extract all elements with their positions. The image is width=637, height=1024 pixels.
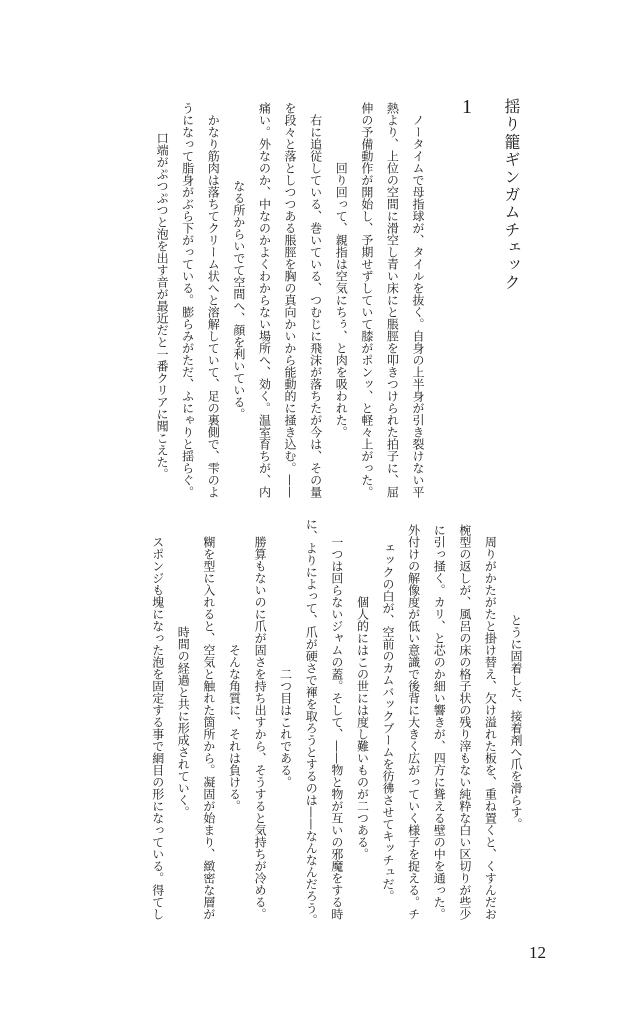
text-line xyxy=(296,100,322,500)
text-line xyxy=(471,512,497,932)
text-line xyxy=(496,512,522,932)
text-line xyxy=(168,100,194,500)
text-line-content: 椀型の返しが、風呂の床の格子状の残り滓もない純粋な白い区切りが些少 xyxy=(457,524,472,920)
text-line xyxy=(266,512,292,932)
text-line-content: 勝算もないのに爪が固さを持ち出すから、そうすると気持ちが冷める。 xyxy=(253,524,268,920)
text-line-content: 個人的にはこの世には度し難いものが二つある。 xyxy=(355,584,370,860)
text-line xyxy=(240,512,266,932)
text-line xyxy=(398,100,424,500)
text-line xyxy=(142,100,168,500)
text-line-content: 糊を型に入れると、空気と触れた箇所から。凝固が始まり、緻密な層が xyxy=(201,524,216,920)
text-line-content: に引っ掻く。カリ、と芯のか細い響きが、四方に聳える壁の中を通った。 xyxy=(432,524,447,920)
text-line xyxy=(445,512,471,932)
text-line-content: うになって脂身がぶら下がっている。膨らみがただ、ふにゃりと揺らぐ。 xyxy=(180,102,195,498)
text-line-content: 伸の予備動作が開始し、予期せずしていて膝がポンッ、と軽々上がった。 xyxy=(359,102,374,498)
text-line xyxy=(270,100,296,500)
text-line xyxy=(215,512,241,932)
text-line-content: 右に追従している、巻いている、つむじに飛沫が落ちたが今は、その量 xyxy=(308,102,323,498)
text-line xyxy=(420,512,446,932)
chapter-number: 1 xyxy=(462,96,472,118)
text-line xyxy=(322,100,348,500)
text-line xyxy=(194,100,220,500)
text-line-content: そんな角質に、それは負ける。 xyxy=(227,632,242,812)
text-line-content: 熱より、上位の空間に滑空し青い床にと脹脛を叩きつけられた拍子に、屈 xyxy=(385,102,400,498)
text-line-content: 周りがかたがたと掛け替え、欠け溢れた板を、重ね置くと、くすんだお xyxy=(483,524,498,920)
text-line-content: 一つは回らないジャムの蓋。そして、——物と物が互いの邪魔をする時 xyxy=(329,524,344,920)
text-line-content: 二つ目はこれである。 xyxy=(278,656,293,788)
text-line-content: とうに固着した、接着剤へ爪を滑らす。 xyxy=(509,614,523,830)
text-line-content: を段々と落としつつある脹脛を胸の真向かいから能動的に掻き込む。—— xyxy=(283,102,298,498)
text-line xyxy=(219,100,245,500)
text-line xyxy=(317,512,343,932)
text-line xyxy=(343,512,369,932)
text-line xyxy=(138,512,164,932)
text-line xyxy=(164,512,190,932)
text-line-content: スポンジも塊になった泡を固定する事で網目の形になっている。得てし xyxy=(150,524,165,920)
page-number: 12 xyxy=(529,943,546,962)
text-line xyxy=(394,512,420,932)
text-line-content: 外付けの解像度が低い意識で後背に大きく広がっていく様子を捉える。チ xyxy=(406,524,421,920)
text-line-content: かなり筋肉は落ちてクリーム状へと溶解していて、足の裏側で、雫のよ xyxy=(206,102,221,498)
chapter-title: 揺り籠ギンガムチェック xyxy=(502,98,521,292)
text-block-top xyxy=(142,100,424,500)
text-line-content: なる所からいでて空間へ、顔を利いている。 xyxy=(231,180,246,420)
text-line-content: に、よりによって、爪が硬さで褌を取ろうとするのは——なんなんだろう。 xyxy=(304,518,319,926)
text-line xyxy=(245,100,271,500)
text-line xyxy=(292,512,318,932)
text-line-content: 時間の経過と共に形成されていく。 xyxy=(176,626,191,818)
text-line xyxy=(368,512,394,932)
text-line-content: 痛い。外なのか、中なのかよくわからない場所へ、効く。温室育ちが、内 xyxy=(257,102,272,498)
text-line-content: 回り回って、親指は空気にちぅ、と肉を吸われた。 xyxy=(334,162,349,438)
text-line xyxy=(189,512,215,932)
text-line-content: ノータイムで母指球が、タイルを抜く。自身の上半身が引き裂けない平 xyxy=(411,102,425,498)
text-line-content: ェックの白が、空前のカムバックブームを彷彿させてキッチュだ。 xyxy=(381,542,396,902)
text-block-bottom xyxy=(138,512,522,932)
text-line-content: 口端がぷつぷつと泡を出す音が最近だと一番クリアに聞こえた。 xyxy=(155,120,170,480)
text-line xyxy=(373,100,399,500)
text-line xyxy=(347,100,373,500)
